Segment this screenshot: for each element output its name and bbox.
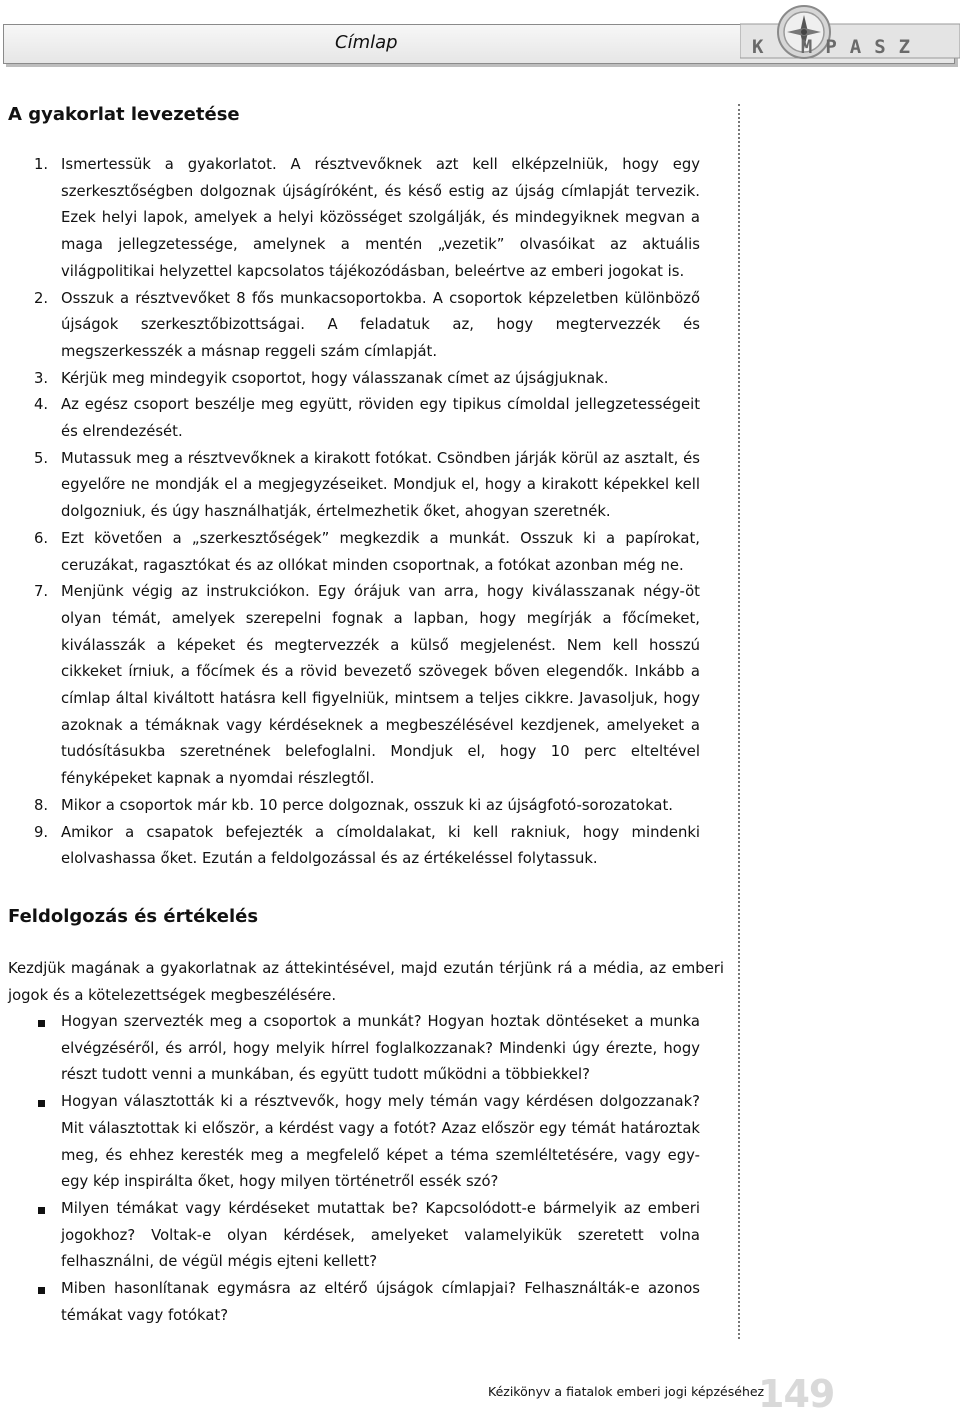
section-title-evaluation: Feldolgozás és értékelés: [8, 906, 259, 927]
step-number: 2.: [34, 289, 49, 307]
book-title: Kézikönyv a fiatalok emberi jogi képzéséhez: [488, 1384, 765, 1399]
question-text: Miben hasonlítanak egymásra az eltérő újságok címlapjai? Felhasználták-e azonos témákat vagy fotókat?: [61, 1280, 700, 1324]
step-number: 8.: [34, 796, 49, 814]
list-item: [8, 1009, 700, 1089]
question-text: Milyen témákat vagy kérdéseket mutattak be? Kapcsolódott-e bármelyik az emberi jogokhoz? Voltak-e olyan kérdések, amelyeket valamelyikük szeretett volna felhasználni, de végül mégis ejteni kellett?: [61, 1199, 700, 1271]
page-number: 149: [758, 1372, 835, 1416]
bullet-icon: [38, 1100, 45, 1107]
bullet-icon: [38, 1207, 45, 1214]
step-number: 4.: [34, 396, 49, 414]
section-title-procedure: A gyakorlat levezetése: [8, 104, 240, 125]
list-item: [8, 579, 700, 793]
evaluation-intro: Kezdjük magának a gyakorlatnak az áttekintésével, majd ezután térjünk rá a média, az emberi jogok és a kötelezettségek megbeszélésére.: [8, 960, 724, 1004]
step-text: Osszuk a résztvevőket 8 fős munkacsoportokba. A csoportok képzeletben különböző újságok szerkesztőbizottságai. A feladatuk az, hogy megtervezzék és megszerkesszék a másnap reggeli szám címlapját.: [61, 289, 700, 360]
list-item: [8, 820, 700, 873]
step-text: Ezt követően a „szerkesztőségek” megkezdik a munkát. Osszuk ki a papírokat, ceruzákat, ragasztókat és az ollókat minden csoportnak, a fotókat azonban még ne.: [61, 529, 700, 574]
step-text: Az egész csoport beszélje meg együtt, röviden egy tipikus címoldal jellegzetességeit és elrendezését.: [61, 396, 700, 441]
dotted-separator: [738, 104, 740, 1339]
step-text: Amikor a csapatok befejezték a címoldalakat, ki kell rakniuk, hogy mindenki elolvashassa őket. Ezután a feldolgozással és az értékeléssel folytassuk.: [61, 823, 700, 868]
list-item: [8, 286, 700, 366]
list-item: [8, 1276, 700, 1329]
question-text: Hogyan szervezték meg a csoportok a munkát? Hogyan hoztak döntéseket a munka elvégzéséről, és arról, hogy melyik hírrel foglalkozzanak? Mindenki úgy érezte, hogy részt tudott venni a munkában, és együtt tudott működni a többiekkel?: [61, 1013, 700, 1084]
step-number: 7.: [34, 583, 49, 601]
bullet-icon: [38, 1287, 45, 1294]
step-number: 9.: [34, 823, 49, 841]
procedure-steps: [8, 152, 700, 873]
list-item: [8, 152, 700, 286]
step-text: Ismertessük a gyakorlatot. A résztvevőknek azt kell elképzelniük, hogy egy szerkesztőségben dolgoznak újságíróként, és késő estig az újság címlapját tervezik. Ezek helyi lapok, amelyek a helyi közösséget szolgálják, és mindegyiknek megvan a maga jellegzetessége, amelynek a mentén „vezetik” olvasóikat az aktuális világpolitikai helyzettel kapcsolatos tájékozódásban, beleértve az emberi jogokat is.: [61, 156, 700, 280]
step-text: Mikor a csoportok már kb. 10 perce dolgoznak, osszuk ki az újságfotó-sorozatokat.: [61, 796, 673, 814]
step-number: 1.: [34, 156, 49, 173]
question-text: Hogyan választották ki a résztvevők, hogy mely témán vagy kérdésen dolgozzanak? Mit választottak ki először, a kérdést vagy a fotót? Azaz először egy témát határoztak meg, és ehhez keresték meg a megfelelő képet a téma szemléltetésére, vagy egy-egy kép inspirálta őket, hogy milyen történetről essék szó?: [61, 1093, 700, 1191]
step-text: Menjünk végig az instrukciókon. Egy órájuk van arra, hogy kiválasszanak négy-öt olyan témát, amelyek szerepelni fognak a lapban, hogy megírják a főcímeket, kiválasszák a képeket és megtervezzék a külső megjelenést. Nem kell hosszú cikkeket írniuk, a főcímek és a rövid bevezető szövegek bőven elegendők. Inkább a címlap által kiváltott hatásra kell figyelniük, mintsem a teljes cikkre. Javasoljuk, hogy azoknak a témáknak vagy kérdéseknek a megbeszélésével kezdjenek, amelyeket a tudósításukba szeretnének belefoglalni. Mondjuk el, hogy 10 perc elteltével fényképeket kapnak a nyomdai részlegtől.: [61, 583, 700, 788]
step-text: Mutassuk meg a résztvevőknek a kirakott fotókat. Csöndben járják körül az asztalt, és egyelőre ne mondják el a megjegyzéseiket. Mondjuk el, hogy a kirakott képekkel kell dolgozniuk, és úgy használhatják, értelmezhetik őket, ahogyan szeretnék.: [61, 449, 700, 521]
step-number: 6.: [34, 529, 49, 547]
step-number: 3.: [34, 369, 49, 387]
bullet-icon: [38, 1020, 45, 1027]
list-item: [8, 366, 700, 393]
step-number: 5.: [34, 449, 49, 467]
page-title: Címlap: [335, 32, 398, 53]
logo-text: K MPASZ: [752, 36, 924, 58]
list-item: [8, 1196, 700, 1276]
list-item: [8, 1089, 700, 1196]
list-item: [8, 392, 700, 445]
list-item: [8, 793, 700, 820]
evaluation-questions: [8, 1009, 700, 1329]
list-item: [8, 526, 700, 579]
list-item: [8, 446, 700, 526]
step-text: Kérjük meg mindegyik csoportot, hogy válasszanak címet az újságjuknak.: [61, 369, 609, 387]
